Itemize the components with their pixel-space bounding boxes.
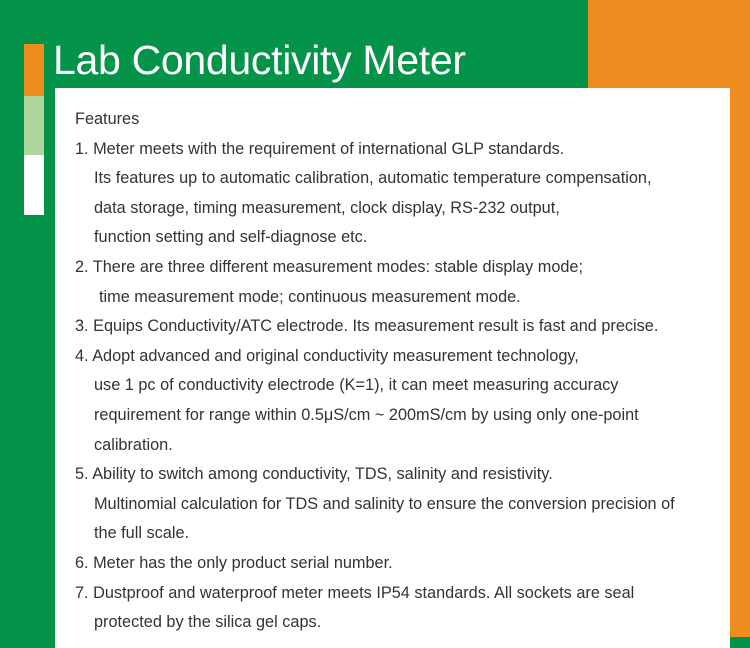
accent-stripe-light-green <box>24 96 44 155</box>
feature-line: function setting and self-diagnose etc. <box>94 228 368 247</box>
feature-line: protected by the silica gel caps. <box>94 613 322 632</box>
feature-line: the full scale. <box>94 524 190 543</box>
page-title: Lab Conductivity Meter <box>53 37 466 83</box>
feature-line: use 1 pc of conductivity electrode (K=1), it can meet measuring accuracy <box>94 376 619 395</box>
features-heading: Features <box>75 110 140 128</box>
feature-line: Its features up to automatic calibration, automatic temperature compensation, <box>94 169 652 188</box>
feature-line: calibration. <box>94 435 173 454</box>
accent-stripe-orange <box>24 44 44 96</box>
feature-line: 4. Adopt advanced and original conductivity measurement technology, <box>75 346 579 365</box>
feature-line: 3. Equips Conductivity/ATC electrode. Its measurement result is fast and precise. <box>75 317 659 336</box>
feature-line: 2. There are three different measurement modes: stable display mode; <box>75 257 584 276</box>
feature-line: requirement for range within 0.5μS/cm ~ 200mS/cm by using only one-point <box>94 405 639 424</box>
features-list <box>75 105 730 638</box>
feature-line: Multinomial calculation for TDS and salinity to ensure the conversion precision of <box>94 494 675 513</box>
feature-line: 6. Meter has the only product serial number. <box>75 553 393 572</box>
feature-line: 7. Dustproof and waterproof meter meets IP54 standards. All sockets are seal <box>75 583 635 602</box>
features-panel <box>55 88 730 648</box>
feature-line: time measurement mode; continuous measurement mode. <box>99 287 521 306</box>
feature-line: 5. Ability to switch among conductivity, TDS, salinity and resistivity. <box>75 465 553 484</box>
accent-stripe-white <box>24 155 44 215</box>
feature-line: data storage, timing measurement, clock display, RS-232 output, <box>94 198 560 217</box>
feature-line: 1. Meter meets with the requirement of international GLP standards. <box>75 139 565 158</box>
